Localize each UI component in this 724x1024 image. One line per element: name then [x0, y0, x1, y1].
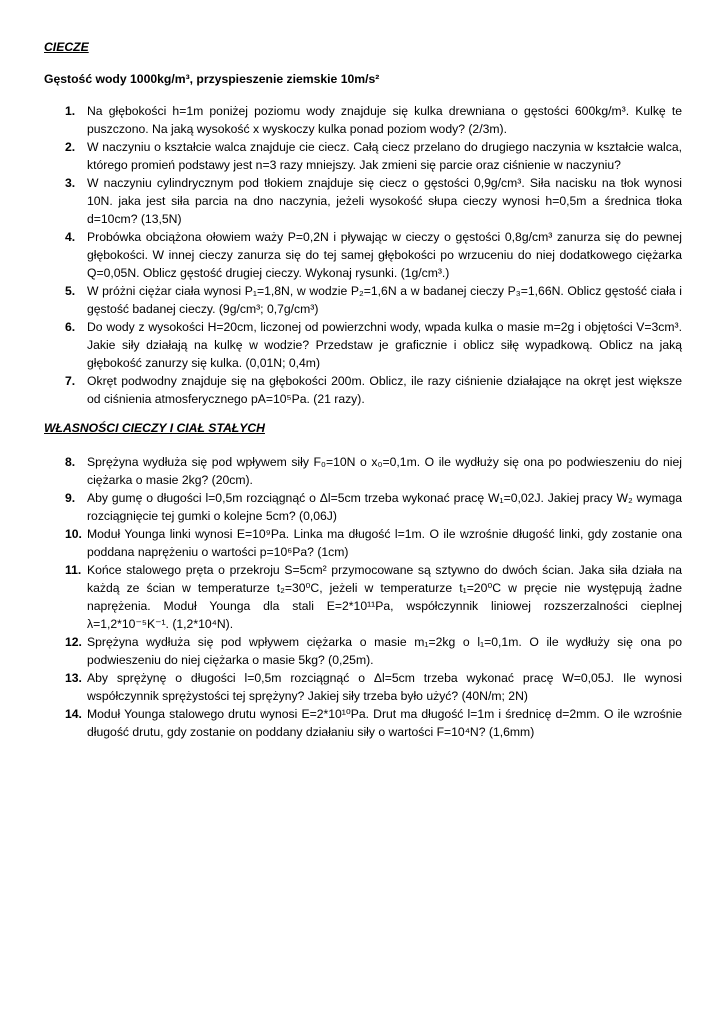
problem-text: Probówka obciążona ołowiem waży P=0,2N i pływając w cieczy o gęstości 0,8g/cm³ zanurza się do pewnej głębokości. W innej cieczy zanurza się do tej samej głębokości po wrzuceniu do niej dodatkowego ciężarka Q=0,05N. Oblicz gęstość drugiej cieczy. Wykonaj rysunki. (1g/cm³.)	[87, 230, 682, 280]
problem-number: 14.	[65, 707, 82, 721]
problem-number: 10.	[65, 527, 82, 541]
problem-text: Okręt podwodny znajduje się na głębokości 200m. Oblicz, ile razy ciśnienie działające na okręt jest większe od ciśnienia atmosferycznego pA=10⁵Pa. (21 razy).	[87, 374, 682, 406]
problem-number: 2.	[65, 140, 76, 154]
problem-number: 8.	[65, 455, 76, 469]
section-title-ciecze: CIECZE	[44, 40, 89, 54]
problem-item	[44, 669, 682, 705]
problem-item	[44, 138, 682, 174]
problem-item	[44, 318, 682, 372]
problem-item	[44, 372, 682, 408]
problem-text: Sprężyna wydłuża się pod wpływem ciężarka o masie m₁=2kg o l₁=0,1m. O ile wydłuży się ona po podwieszeniu do niej ciężarka o masie 5kg? (0,25m).	[87, 635, 682, 667]
problem-text: W naczyniu o kształcie walca znajduje cie ciecz. Całą ciecz przelano do drugiego naczynia w kształcie walca, którego promień podstawy jest n=3 razy mniejszy. Jak zmieni się parcie oraz ciśnienie w naczyniu?	[87, 140, 682, 172]
problem-number: 13.	[65, 671, 82, 685]
problem-text: Moduł Younga stalowego drutu wynosi E=2*10¹⁰Pa. Drut ma długość l=1m i średnicę d=2mm. O ile wzrośnie długość drutu, gdy zostanie on poddany działaniu siły o wartości F=10⁴N? (1,6mm)	[87, 707, 682, 739]
problem-item	[44, 633, 682, 669]
problem-text: Końce stalowego pręta o przekroju S=5cm² przymocowane są sztywno do dwóch ścian. Jaka siła działa na każdą ze ścian w temperaturze t₂=30⁰C, jeżeli w temperaturze t₁=20⁰C w pręcie nie występują żadne naprężenia. Moduł Younga dla stali E=2*10¹¹Pa, współczynnik liniowej rozszerzalności cieplnej λ=1,2*10⁻⁵K⁻¹. (1,2*10⁴N).	[87, 563, 682, 631]
problem-number: 5.	[65, 284, 76, 298]
problem-number: 4.	[65, 230, 76, 244]
problem-text: Do wody z wysokości H=20cm, liczonej od powierzchni wody, wpada kulka o masie m=2g i objętości V=3cm³. Jakie siły działają na kulkę w wodzie? Przedstaw je graficznie i oblicz siłę wypadkową. Oblicz na jaką głębokość zanurzy się kulka. (0,01N; 0,4m)	[87, 320, 682, 370]
problem-text: Moduł Younga linki wynosi E=10⁹Pa. Linka ma długość l=1m. O ile wzrośnie długość linki, gdy zostanie ona poddana naprężeniu o wartości p=10⁶Pa? (1cm)	[87, 527, 682, 559]
problem-item	[44, 174, 682, 228]
problem-number: 6.	[65, 320, 76, 334]
problem-text: Sprężyna wydłuża się pod wpływem siły F₀=10N o x₀=0,1m. O ile wydłuży się ona po podwieszeniu do niej ciężarka o masie 2kg? (20cm).	[87, 455, 682, 487]
problem-number: 11.	[65, 563, 82, 577]
section-spacer	[44, 408, 682, 419]
problem-list-ciecze	[44, 102, 682, 408]
problem-number: 12.	[65, 635, 82, 649]
problem-list-wlasnosci	[44, 453, 682, 741]
problem-item	[44, 102, 682, 138]
problem-number: 7.	[65, 374, 76, 388]
problem-item	[44, 228, 682, 282]
document-page	[44, 38, 682, 741]
problem-text: W próżni ciężar ciała wynosi P₁=1,8N, w wodzie P₂=1,6N a w badanej cieczy P₃=1,66N. Oblicz gęstość ciała i gęstość badanej cieczy. (9g/cm³; 0,7g/cm³)	[87, 284, 682, 316]
problem-text: Aby sprężynę o długości l=0,5m rozciągnąć o Δl=5cm trzeba wykonać pracę W=0,05J. Ile wynosi współczynnik sprężystości tej sprężyny? Jakiej siły trzeba było użyć? (40N/m; 2N)	[87, 671, 682, 703]
problem-number: 1.	[65, 104, 76, 118]
section-title-wlasnosci: WŁASNOŚCI CIECZY I CIAŁ STAŁYCH	[44, 421, 265, 435]
problem-text: Aby gumę o długości l=0,5m rozciągnąć o Δl=5cm trzeba wykonać pracę W₁=0,02J. Jakiej pracy W₂ wymaga rozciągnięcie tej gumki o kolejne 5cm? (0,06J)	[87, 491, 682, 523]
problem-item	[44, 525, 682, 561]
problem-item	[44, 282, 682, 318]
problem-item	[44, 561, 682, 633]
problem-item	[44, 453, 682, 489]
problem-text: W naczyniu cylindrycznym pod tłokiem znajduje się ciecz o gęstości 0,9g/cm³. Siła nacisku na tłok wynosi 10N. jaka jest siła parcia na dno naczynia, jeżeli wysokość słupa cieczy wynosi h=0,5m a średnica tłoka d=10cm? (13,5N)	[87, 176, 682, 226]
problem-number: 3.	[65, 176, 76, 190]
problem-text: Na głębokości h=1m poniżej poziomu wody znajduje się kulka drewniana o gęstości 600kg/m³. Kulkę te puszczono. Na jaką wysokość x wyskoczy kulka ponad poziom wody? (2/3m).	[87, 104, 682, 136]
problem-item	[44, 489, 682, 525]
problem-item	[44, 705, 682, 741]
constants-subtitle: Gęstość wody 1000kg/m³, przyspieszenie ziemskie 10m/s²	[44, 72, 380, 86]
problem-number: 9.	[65, 491, 76, 505]
